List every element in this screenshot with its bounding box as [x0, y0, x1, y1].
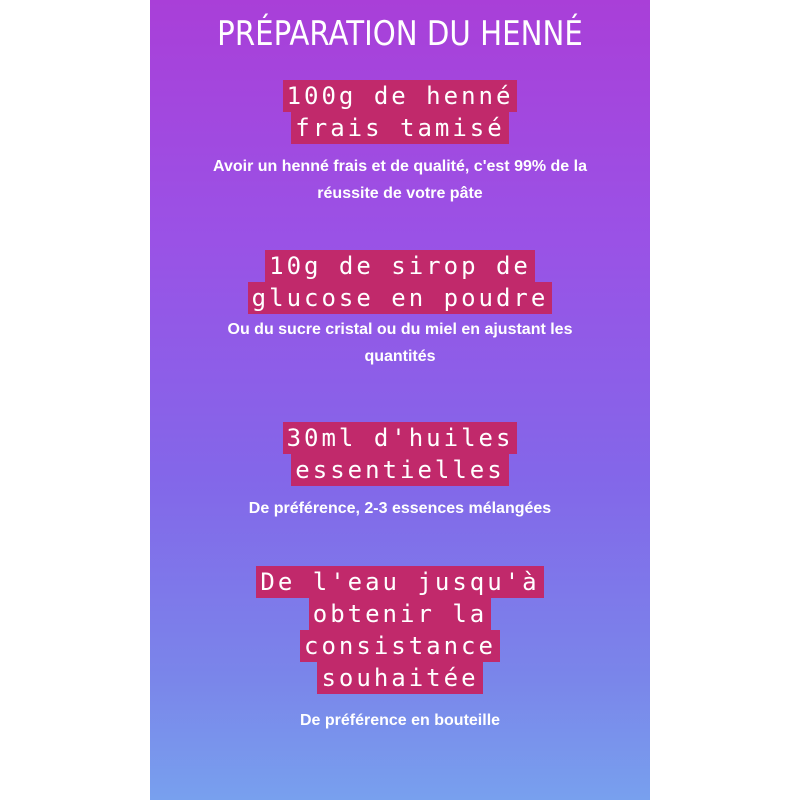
- note-line: réussite de votre pâte: [317, 185, 483, 202]
- ingredient-line: De l'eau jusqu'à: [256, 566, 543, 598]
- note-line: De préférence, 2-3 essences mélangées: [248, 500, 552, 517]
- note-line: Avoir un henné frais et de qualité, c'est 99% de la: [213, 158, 587, 175]
- ingredient-line: frais tamisé: [291, 112, 508, 144]
- page-title: PRÉPARATION DU HENNÉ: [217, 14, 583, 54]
- ingredient-water: [150, 566, 650, 694]
- ingredient-glucose: [150, 250, 650, 314]
- ingredient-line: 100g de henné: [283, 80, 518, 112]
- ingredient-line: glucose en poudre: [248, 282, 553, 314]
- note-line: quantités: [364, 348, 436, 365]
- ingredient-henna: [150, 80, 650, 144]
- note-line: De préférence en bouteille: [299, 712, 501, 729]
- ingredient-glucose-note: [150, 316, 650, 370]
- ingredient-line: 30ml d'huiles: [283, 422, 518, 454]
- story-card: [150, 0, 650, 800]
- ingredient-line: souhaitée: [317, 662, 482, 694]
- ingredient-essential-oils: [150, 422, 650, 486]
- note-line: Ou du sucre cristal ou du miel en ajustant les: [227, 321, 573, 338]
- ingredient-line: essentielles: [291, 454, 508, 486]
- ingredient-henna-note: [150, 153, 650, 207]
- ingredient-essential-oils-note: [150, 495, 650, 522]
- ingredient-line: consistance: [300, 630, 500, 662]
- ingredient-water-note: [150, 707, 650, 734]
- ingredient-line: obtenir la: [309, 598, 492, 630]
- ingredient-line: 10g de sirop de: [265, 250, 535, 282]
